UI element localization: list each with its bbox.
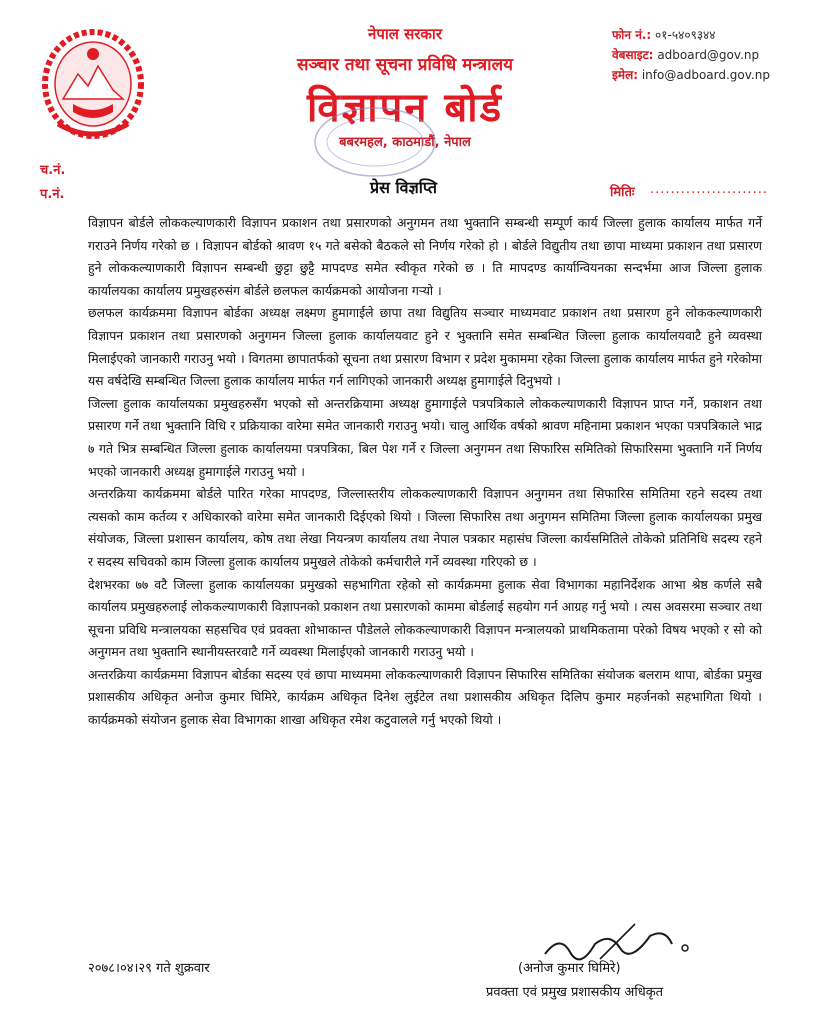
body-paragraph: जिल्ला हुलाक कार्यालयका प्रमुखहरुसँग भएको सो अन्तरक्रियामा अध्यक्ष हुमागाईले पत्रपत्रिकाले लोककल्याणकारी विज्ञापन प्राप्त गर्ने, प्रकाशन तथा प्रसारण गर्ने तथा भुक्तानि विधि र प्रक्रियाका वारेमा समेत जानकारी गराउनु भयो। चालु आर्थिक वर्षको श्रावण महिनामा प्रकाशन भएका पत्रपत्रिकाले भाद्र ७ गते भित्र सम्बन्धित जिल्ला हुलाक कार्यालयमा पत्रपत्रिका, बिल पेश गर्ने र जिल्ला अनुगमन तथा सिफारिस समितिको सिफारिसमा भुक्तानि गर्ने निर्णय भएको जानकारी अध्यक्ष हुमागाईले गराउनु भयो । <box>88 395 762 479</box>
board-name: विज्ञापन बोर्ड <box>306 85 504 131</box>
office-stamp <box>300 102 450 182</box>
board-address: बबरमहल, काठमाडौं, नेपाल <box>339 135 471 150</box>
phone-number: ०१-५४०९३४४ <box>655 28 716 42</box>
body-paragraph: विज्ञापन बोर्डले लोककल्याणकारी विज्ञापन प्रकाशन तथा प्रसारणको अनुगमन तथा भुक्तानि सम्बन्धी सम्पूर्ण कार्य जिल्ला हुलाक कार्यालय मार्फत गर्ने गराउने निर्णय गरेको छ । विज्ञापन बोर्डको श्रावण १५ गते बसेको बैठकले सो निर्णय गरेको हो । बोर्डले विद्युतीय तथा छापा माध्यमा प्रकाशन तथा प्रसारण हुने लोककल्याणकारी विज्ञापन सम्बन्धी छुट्टा छुट्टै मापदण्ड समेत स्वीकृत गरेको छ । ति मापदण्ड कार्यान्वियनका सन्दर्भमा आज जिल्ला हुलाक कार्यालयका कार्यालय प्रमुखहरुसंग बोर्डले छलफल कार्यक्रमको आयोजना गर्‍यो । <box>88 215 762 298</box>
dispatch-number-label: च.नं. <box>40 163 66 178</box>
phone-label: फोन नं.: <box>612 28 652 42</box>
body-paragraph: देशभरका ७७ वटै जिल्ला हुलाक कार्यालयका प्रमुखको सहभागिता रहेको सो कार्यक्रममा हुलाक सेवा विभागका महानिर्देशक आभा श्रेष्ठ कर्णले सबै कार्यालय प्रमुखहरुलाई लोककल्याणकारी विज्ञापनको प्रकाशन तथा प्रसारणको काममा बोर्डलाई सहयोग गर्न आग्रह गर्नु भयो । त्यस अवसरमा सञ्चार तथा सूचना प्रविधि मन्त्रालयका सहसचिव एवं प्रवक्ता शोभाकान्त पौडेलले लोककल्याणकारी विज्ञापन मन्त्रालयको प्राथमिकतामा परेको विषय भएको र सो को अनुगमन तथा भुक्तानि स्थानीयस्तरवाटै गर्ने व्यवस्था मिलाईएको जानकारी गराउनु भयो । <box>88 576 762 660</box>
government-name: नेपाल सरकार <box>368 25 442 43</box>
email-line <box>612 66 770 83</box>
body-paragraph: छलफल कार्यक्रममा विज्ञापन बोर्डका अध्यक्ष लक्ष्मण हुमागाईले छापा तथा विद्युतिय सञ्चार माध्यमवाट प्रकाशन तथा प्रसारण हुने लोककल्याणकारी विज्ञापन प्रकाशन तथा प्रसारणको अनुगमन जिल्ला हुलाक कार्यालयवाट हुने र भुक्तानि समेत सम्बन्धित जिल्ला हुलाक कार्यालयवाटै हुने व्यवस्था मिलाईएको जानकारी गराउनु भयो । विगतमा छापातर्फको सूचना तथा प्रसारण विभाग र प्रदेश मुकाममा रहेका जिल्ला हुलाक कार्यालय मार्फत हुने गरेकोमा यस वर्षदेखि सम्बन्धित जिल्ला हुलाक कार्यालय मार्फत गर्न लागिएको जानकारी अध्यक्ष हुमागाईले दिनुभयो । <box>88 305 762 389</box>
press-release-body <box>88 212 762 732</box>
email-value: info@adboard.gov.np <box>641 68 770 82</box>
issue-date: २०७८।०४।२९ गते शुक्रवार <box>88 961 210 976</box>
press-release-title: प्रेस विज्ञप्ति <box>370 178 437 197</box>
email-label: इमेल: <box>612 68 639 82</box>
website-label: वेबसाइट: <box>612 48 654 62</box>
date-label: मितिः <box>610 185 635 200</box>
signatory-name: (अनोज कुमार घिमिरे) <box>518 961 621 976</box>
signatory-title: प्रवक्ता एवं प्रमुख प्रशासकीय अधिकृत <box>486 985 664 1000</box>
ministry-name: सञ्चार तथा सूचना प्रविधि मन्त्रालय <box>297 55 513 75</box>
phone-line <box>612 26 716 43</box>
body-paragraph: अन्तरक्रिया कार्यक्रममा बोर्डले पारित गरेका मापदण्ड, जिल्लास्तरीय लोककल्याणकारी विज्ञापन अनुगमन तथा सिफारिस समितिमा रहने सदस्य तथा त्यसको काम कर्तव्य र अधिकारको वारेमा समेत जानकारी दिईएको थियो । जिल्ला सिफारिस तथा अनुगमन समितिमा जिल्ला हुलाक कार्यालयका प्रमुख संयोजक, जिल्ला प्रशासन कार्यालय, कोष तथा लेखा नियन्त्रण कार्यालय तथा नेपाल पत्रकार महासंघ जिल्ला कार्यसमितिले तोकेको प्रतिनिधि सदस्य रहने र सदस्य सचिवको काम जिल्ला हुलाक कार्यालय प्रमुखले तोकेको कर्मचारीले गर्ने व्यवस्था गरिएको छ । <box>88 486 762 569</box>
nepal-emblem-logo <box>38 24 148 142</box>
date-field: ....................... <box>650 182 769 197</box>
website-value: adboard@gov.np <box>657 48 760 62</box>
website-line <box>612 46 759 63</box>
letter-number-label: प.नं. <box>40 187 65 202</box>
body-paragraph: अन्तरक्रिया कार्यक्रममा विज्ञापन बोर्डका सदस्य एवं छापा माध्यममा लोककल्याणकारी विज्ञापन सिफारिस समितिका संयोजक बलराम थापा, बोर्डका प्रमुख प्रशासकीय अधिकृत अनोज कुमार घिमिरे, कार्यक्रम अधिकृत दिनेश लुईटेल तथा प्रशासकीय अधिकृत दिलिप कुमार महर्जनको सहभागिता थियो । कार्यक्रमको संयोजन हुलाक सेवा विभागका शाखा अधिकृत रमेश कटुवालले गर्नु भएको थियो । <box>88 666 762 728</box>
